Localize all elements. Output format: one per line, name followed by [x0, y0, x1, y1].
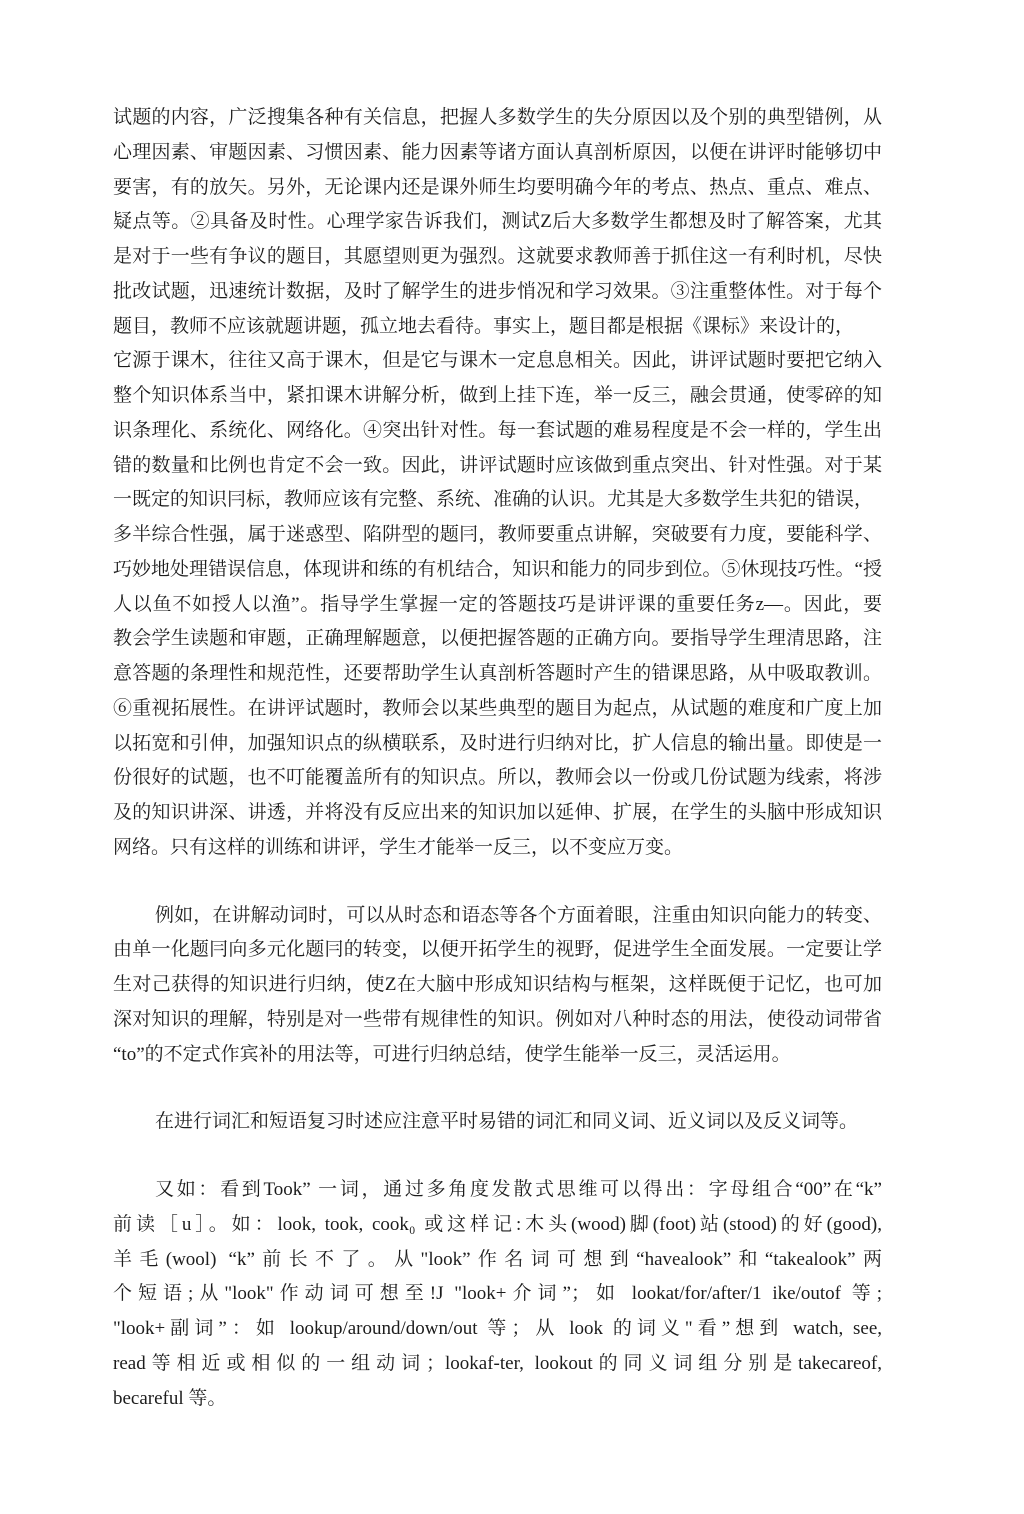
- text-line: 是对于一些有争议的题目，其愿望则更为强烈。这就要求教师善于抓住这一有利时机，尽快: [113, 246, 882, 267]
- text-line: 网络。只有这样的训练和讲评，学生才能举一反三，以不变应万变。: [113, 836, 684, 858]
- text-line: 由单一化题冃向多元化题冃的转变，以便开拓学生的视野，促进学生全面发展。一定要让学: [113, 939, 882, 961]
- document-body: [113, 101, 882, 1416]
- text-line: 错的数量和比例也肯定不会一致。因此，讲评试题时应该做到重点突出、针对性强。对于某: [113, 454, 882, 476]
- text-line: 题目，教师不应该就题讲题，孤立地去看待。事实上，题目都是根据《课标》来设计的，: [113, 315, 855, 337]
- text-line: 它源于课木，往往又高于课木，但是它与课木一定息息相关。因此，讲评试题时要把它纳入: [113, 350, 882, 372]
- text-line: becareful 等。: [113, 1387, 227, 1409]
- text-line: 要害，有的放矢。另外，无论课内还是课外师生均要明确今年的考点、热点、重点、难点、: [113, 176, 882, 198]
- text-line: 识条理化、系统化、网络化。④突出针对性。每一套试题的难易程度是不会一样的，学生出: [113, 419, 882, 441]
- paragraph-3: [113, 1105, 882, 1140]
- text-line: 心理因素、审题因素、习惯因素、能力因素等诸方面认真剖析原因，以便在讲评时能够切中: [113, 141, 882, 163]
- text-line: 生对己获得的知识进行归纳，使Z在大脑中形成知识结构与框架，这样既便于记忆，也可加: [113, 974, 882, 995]
- text-line: 人以鱼不如授人以渔”。指导学生掌握一定的答题技巧是讲评课的重要任务z—。因此，要: [113, 593, 882, 615]
- text-line: 整个知识体系当中，紧扣课木讲解分析，做到上挂下连，举一反三，融会贯通，使零碎的知: [113, 385, 882, 406]
- text-line: 疑点等。②具备及时性。心理学家告诉我们，测试Z后大多数学生都想及时了解答案，尤其: [113, 211, 882, 233]
- paragraph-2: [113, 899, 882, 1073]
- text-line: 批改试题，迅速统计数据，及时了解学生的进步悄况和学习效果。③注重整体性。对于每个: [113, 280, 882, 302]
- paragraph-4: [113, 1173, 882, 1416]
- text-line: 深对知识的理解，特别是对一些带有规律性的知识。例如对八种时态的用法，使役动词带省: [113, 1008, 882, 1030]
- text-line: 教会学生读题和审题，正确理解题意，以便把握答题的正确方向。要指导学生理清思路，注: [113, 628, 882, 650]
- text-line: 个短语;从"look"作动词可想至!J "look+介词”；如 lookat/for/after/1 ike/outof 等;: [113, 1283, 882, 1305]
- text-line: "look+副词”：如 lookup/around/down/out 等；从 look 的词义"看”想到 watch, see,: [113, 1318, 882, 1339]
- text-line: “to”的不定式作宾补的用法等，可进行归纳总结，使学生能举一反三，灵活运用。: [113, 1043, 791, 1065]
- text-line: 及的知识讲深、讲透，并将没有反应出来的知识加以延伸、扩展，在学生的头脑中形成知识: [113, 802, 882, 823]
- text-line: read等相近或相似的一组动词；lookaf-ter, lookout的同义词组分别是takecareof,: [113, 1352, 882, 1374]
- text-line: 试题的内容，广泛搜集各种有关信息，把握人多数学生的失分原因以及个别的典型错例，从: [113, 107, 882, 128]
- text-line: 羊毛(wool) “k”前长不了。从"look”作名词可想到“havealook”和“takealook”两: [113, 1248, 882, 1270]
- text-line: 以拓宽和引伸，加强知识点的纵横联系，及时进行归纳对比，扩人信息的输出量。即使是一: [113, 732, 882, 754]
- text-line: 一既定的知识冃标，教师应该有完整、系统、准确的认识。尤其是大多数学生共犯的错误，: [113, 489, 874, 511]
- text-line: 前读［u］。如：look, took, cook₀ 或这样记:木头(wood)脚(foot)站(stood)的好(good),: [113, 1213, 882, 1235]
- text-line: 份很好的试题，也不叮能覆盖所有的知识点。所以，教师会以一份或几份试题为线索，将涉: [113, 767, 882, 789]
- text-line: 又如：看到Took” 一词，通过多角度发散式思维可以得出：字母组合“00”在“k”: [155, 1179, 882, 1200]
- text-line: 多半综合性强，属于迷惑型、陷阱型的题冃，教师要重点讲解，突破要有力度，要能科学、: [113, 524, 882, 545]
- paragraph-1: [113, 101, 882, 866]
- text-line: ⑥重视拓展性。在讲评试题时，教师会以某些典型的题目为起点，从试题的难度和广度上加: [113, 697, 882, 719]
- text-line: 在进行词汇和短语复习时述应注意平时易错的词汇和同义词、近义词以及反义词等。: [155, 1111, 859, 1133]
- text-line: 意答题的条理性和规范性，还要帮助学生认真剖析答题时产生的错课思路，从中吸取教训。: [113, 663, 882, 684]
- text-line: 例如，在讲解动词时，可以从时态和语态等各个方面着眼，注重由知识向能力的转变、: [155, 904, 882, 926]
- text-line: 巧妙地处理错误信息，体现讲和练的有机结合，知识和能力的同步到位。⑤休现技巧性。“授: [113, 558, 882, 580]
